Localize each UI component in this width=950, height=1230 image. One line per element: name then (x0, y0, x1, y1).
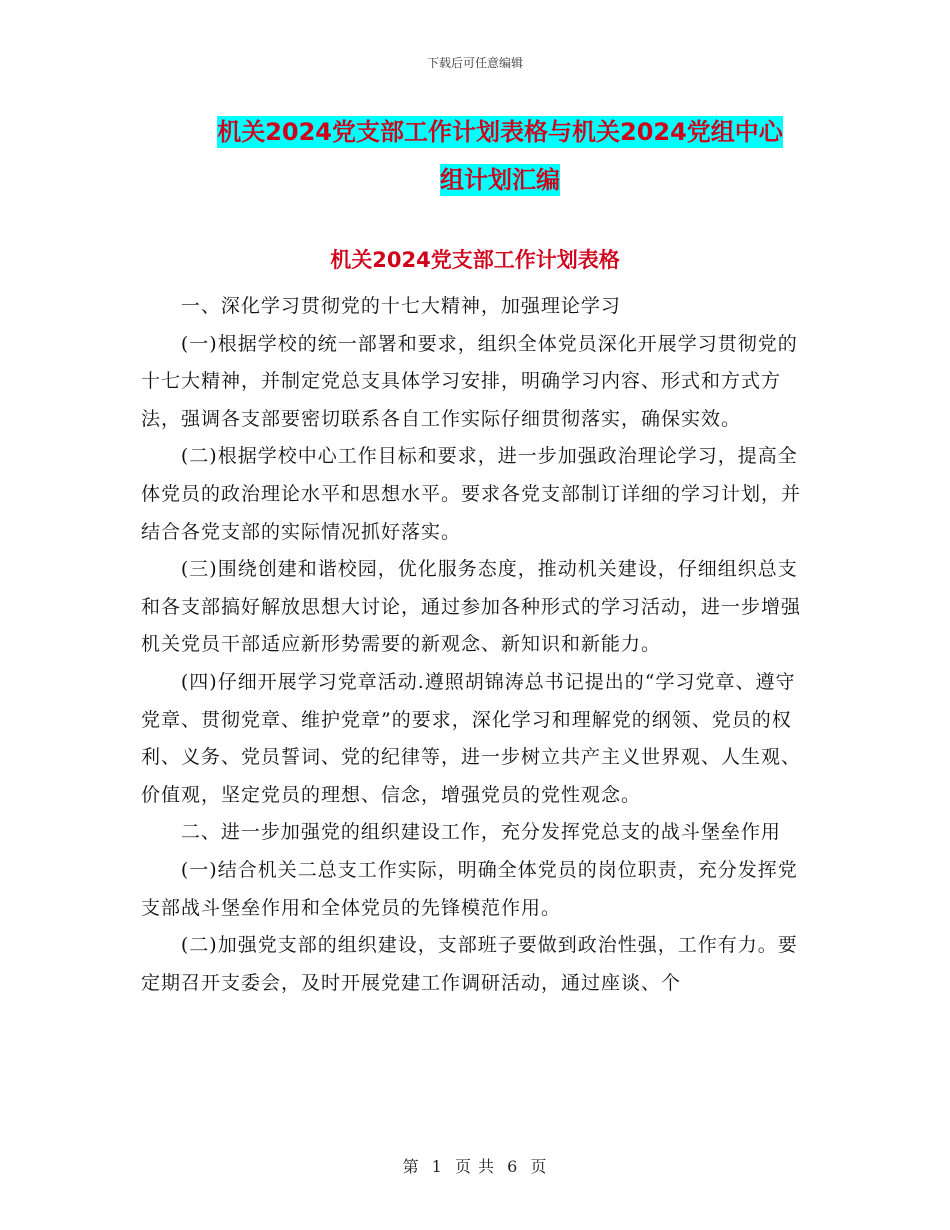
paragraph: (二)加强党支部的组织建设，支部班子要做到政治性强，工作有力。要定期召开支委会，及时开展党建工作调研活动，通过座谈、个 (141, 934, 798, 994)
footer-middle: 页 共 (454, 1157, 496, 1176)
paragraph: (一)根据学校的统一部署和要求，组织全体党员深化开展学习贯彻党的十七大精神，并制定党总支具体学习安排，明确学习内容、形式和方式方法，强调各支部要密切联系各自工作实际仔细贯彻落实，确保实效。 (141, 332, 798, 430)
title-line-1: 机关2024党支部工作计划表格与机关2024党组中心 (217, 118, 783, 146)
paragraph: 一、深化学习贯彻党的十七大精神，加强理论学习 (180, 295, 621, 317)
footer-suffix: 页 (530, 1157, 548, 1176)
paragraph: (一)结合机关二总支工作实际，明确全体党员的岗位职责，充分发挥党支部战斗堡垒作用和全体党员的先锋模范作用。 (141, 858, 798, 919)
paragraph: 二、进一步加强党的组织建设工作，充分发挥党总支的战斗堡垒作用 (180, 821, 781, 844)
paragraph: (四)仔细开展学习党章活动.遵照胡锦涛总书记提出的“学习党章、遵守党章、贯彻党章、维护党章”的要求，深化学习和理解党的纲领、党员的权利、义务、党员誓词、党的纪律等，进一步树立共产主义世界观、人生观、价值观，坚定党员的理想、信念，增强党员的党性观念。 (141, 670, 802, 806)
page-footer (0, 1154, 950, 1177)
footer-current-page: 1 (431, 1157, 443, 1176)
footer-total-pages: 6 (507, 1157, 519, 1176)
section-title: 机关2024党支部工作计划表格 (330, 248, 620, 272)
footer-prefix: 第 (402, 1157, 420, 1176)
body-text (141, 288, 813, 1002)
title-line-2: 组计划汇编 (440, 166, 560, 194)
paragraph: (三)围绕创建和谐校园，优化服务态度，推动机关建设，仔细组织总支和各支部搞好解放思想大讨论，通过参加各种形式的学习活动，进一步增强机关党员干部适应新形势需要的新观念、新知识和新能力。 (141, 558, 802, 656)
document-title (140, 108, 860, 204)
header-note: 下载后可任意编辑 (426, 56, 523, 70)
paragraph: (二)根据学校中心工作目标和要求，进一步加强政治理论学习，提高全体党员的政治理论水平和思想水平。要求各党支部制订详细的学习计划，并结合各党支部的实际情况抓好落实。 (141, 445, 802, 543)
